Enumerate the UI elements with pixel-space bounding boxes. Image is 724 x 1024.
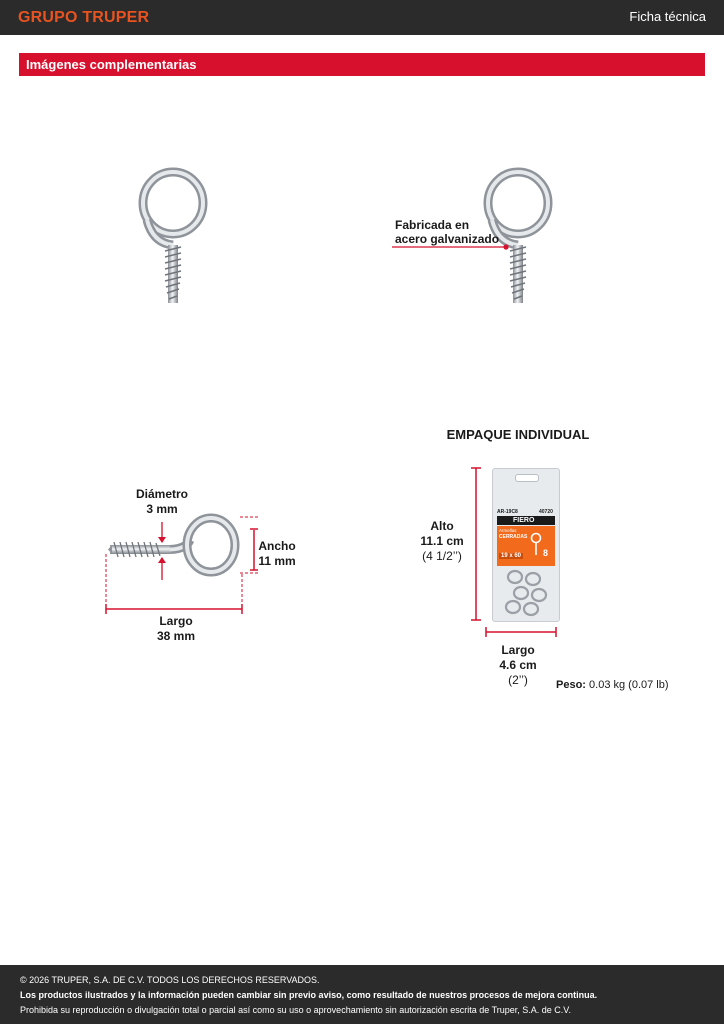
width-label: Ancho [258,539,296,553]
section-title: Imágenes complementarias [26,57,197,72]
package-height-cm: 11.1 cm [420,534,464,548]
package-length-cm: 4.6 cm [499,658,537,672]
screw-eye-image-front [125,165,225,315]
package-weight-label: Peso: [556,679,586,691]
diameter-label: Diámetro [135,487,188,501]
width-value: 11 mm [258,554,296,568]
package-weight [556,679,669,691]
package-size: 19 x 60 [501,553,522,559]
package-height-in: (4 1/2’’) [422,549,462,563]
diameter-value: 3 mm [146,502,178,516]
footer [0,965,724,1024]
package-brand: FIERO [513,517,535,524]
package-height-label: Alto [430,519,454,533]
footer-notice: Los productos ilustrados y la información pueden cambiar sin previo aviso, como resultado de nuestros procesos de mejora continua. [20,990,598,1000]
package-title2: CERRADAS [499,534,528,540]
section-header-bar [19,53,705,76]
screw-eye-dimension-drawing [100,510,270,620]
package-weight-value: 0.03 kg (0.07 lb) [589,679,669,691]
package-title: EMPAQUE INDIVIDUAL [446,427,590,442]
brand-logo: GRUPO TRUPER [18,9,150,26]
package-title1: Armellas [499,528,517,533]
package-code-left: AR-19C8 [497,509,518,515]
material-callout-line2: acero galvanizado [395,232,500,246]
top-header-bar [0,0,724,35]
material-callout-line1: Fabricada en [395,218,470,232]
footer-copyright: © 2026 TRUPER, S.A. DE C.V. TODOS LOS DERECHOS RESERVADOS. [20,975,320,985]
package-dimension-lines [468,462,564,642]
package-code-right: 40720 [539,509,553,515]
package-count: 8 [543,548,549,558]
material-callout-pointer [392,243,512,251]
length-value: 38 mm [156,629,196,643]
footer-legal: Prohibida su reproducción o divulgación total o parcial así como su uso o aprovechamiento sin autorización escrita de Truper, S.A. de C.V. [20,1005,571,1015]
document-type-label: Ficha técnica [629,9,706,24]
package-length-in: (2’’) [508,673,528,687]
length-label: Largo [159,614,193,628]
package-length-label: Largo [501,643,535,657]
